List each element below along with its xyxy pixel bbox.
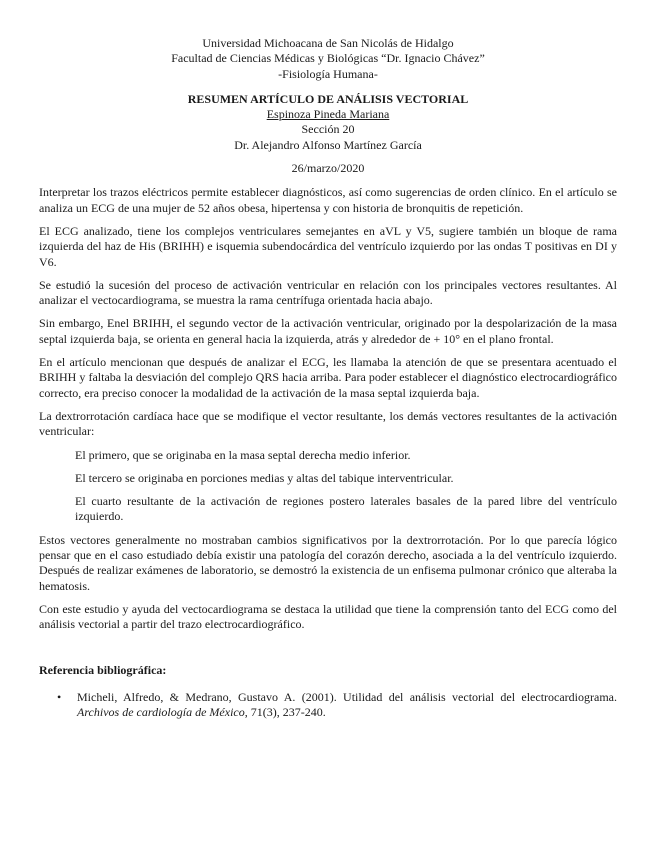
author-name: Espinoza Pineda Mariana — [266, 107, 390, 122]
section-label: Sección 20 — [301, 122, 355, 137]
reference-journal: Archivos de cardiología de México — [77, 705, 245, 720]
document-page — [39, 36, 617, 720]
vector-item: El cuarto resultante de la activación de regiones postero laterales basales de la pared libre del ventrículo izquierdo. — [75, 494, 617, 524]
document-date: 26/marzo/2020 — [291, 161, 365, 176]
professor-name: Dr. Alejandro Alfonso Martínez García — [234, 137, 422, 152]
paragraph-final: Con este estudio y ayuda del vectocardiograma se destaca la utilidad que tiene la comprensión tanto del ECG como del análisis vectorial a partir del trazo electrocardiográfico. — [39, 601, 617, 632]
reference-authors: Micheli, Alfredo, & Medrano, Gustavo A. (2001). Utilidad del análisis vectorial del electrocardiograma. — [77, 689, 617, 704]
vector-item: El tercero se originaba en porciones medias y altas del tabique interventricular. — [75, 470, 454, 485]
paragraph-conclusion: Estos vectores generalmente no mostraban cambios significativos por la dextrorrotación. Por lo que parecía lógico pensar que en el caso estudiado debía existir una patología del corazón derecho, asociada a la del ventrículo izquierdo. Después de realizar exámenes de laboratorio, se demostró la existencia de un enfisema pulmonar crónico que alteraba la hematosis. — [39, 532, 617, 593]
references-heading: Referencia bibliográfica: — [39, 662, 167, 677]
paragraph-brihh: Sin embargo, Enel BRIHH, el segundo vector de la activación ventricular, originado por la despolarización de la masa septal izquierda baja, se orienta en general hacia la izquierda, atrás y alrededor de + 10° en el plano frontal. — [39, 316, 617, 346]
document-header — [39, 36, 617, 176]
document-title: RESUMEN ARTÍCULO DE ANÁLISIS VECTORIAL — [187, 91, 469, 106]
vector-item: El primero, que se originaba en la masa septal derecha medio inferior. — [75, 447, 411, 462]
bullet-icon: • — [57, 689, 62, 704]
paragraph-article: En el artículo mencionan que después de analizar el ECG, les llamaba la atención de que se presentara acentuado el BRIHH y faltaba la desviación del complejo QRS hacia arriba. Para poder establecer el diagnóstico electrocardiográfico correcto, era preciso conocer la modalidad de la activación de la masa septal izquierda baja. — [39, 355, 617, 400]
paragraph-dextro: La dextrorrotación cardíaca hace que se modifique el vector resultante, los demás vectores resultantes de la activación ventricular: — [39, 408, 617, 439]
reference-text — [77, 690, 617, 721]
paragraph-ecg: El ECG analizado, tiene los complejos ventriculares semejantes en aVL y V5, sugiere también un bloque de rama izquierda del haz de His (BRIHH) e isquemia subendocárdica del ventrículo izquierdo por las ondas T positivas en DI y V6. — [39, 223, 617, 269]
department-name: -Fisiología Humana- — [278, 66, 378, 81]
university-name: Universidad Michoacana de San Nicolás de Hidalgo — [202, 36, 454, 50]
paragraph-intro: Interpretar los trazos eléctricos permite establecer diagnósticos, así como sugerencias de orden clínico. En el artículo se analiza un ECG de una mujer de 52 años obesa, hipertensa y con historia de bronquitis de repetición. — [39, 185, 617, 215]
paragraph-activation: Se estudió la sucesión del proceso de activación ventricular en relación con los principales vectores resultantes. Al analizar el vectocardiograma, se muestra la rama centrífuga orientada hacia abajo. — [39, 277, 617, 308]
vector-list — [75, 448, 617, 525]
reference-item — [39, 690, 617, 721]
reference-details: , 71(3), 237-240. — [244, 705, 326, 720]
faculty-name: Facultad de Ciencias Médicas y Biológicas “Dr. Ignacio Chávez” — [171, 51, 485, 66]
